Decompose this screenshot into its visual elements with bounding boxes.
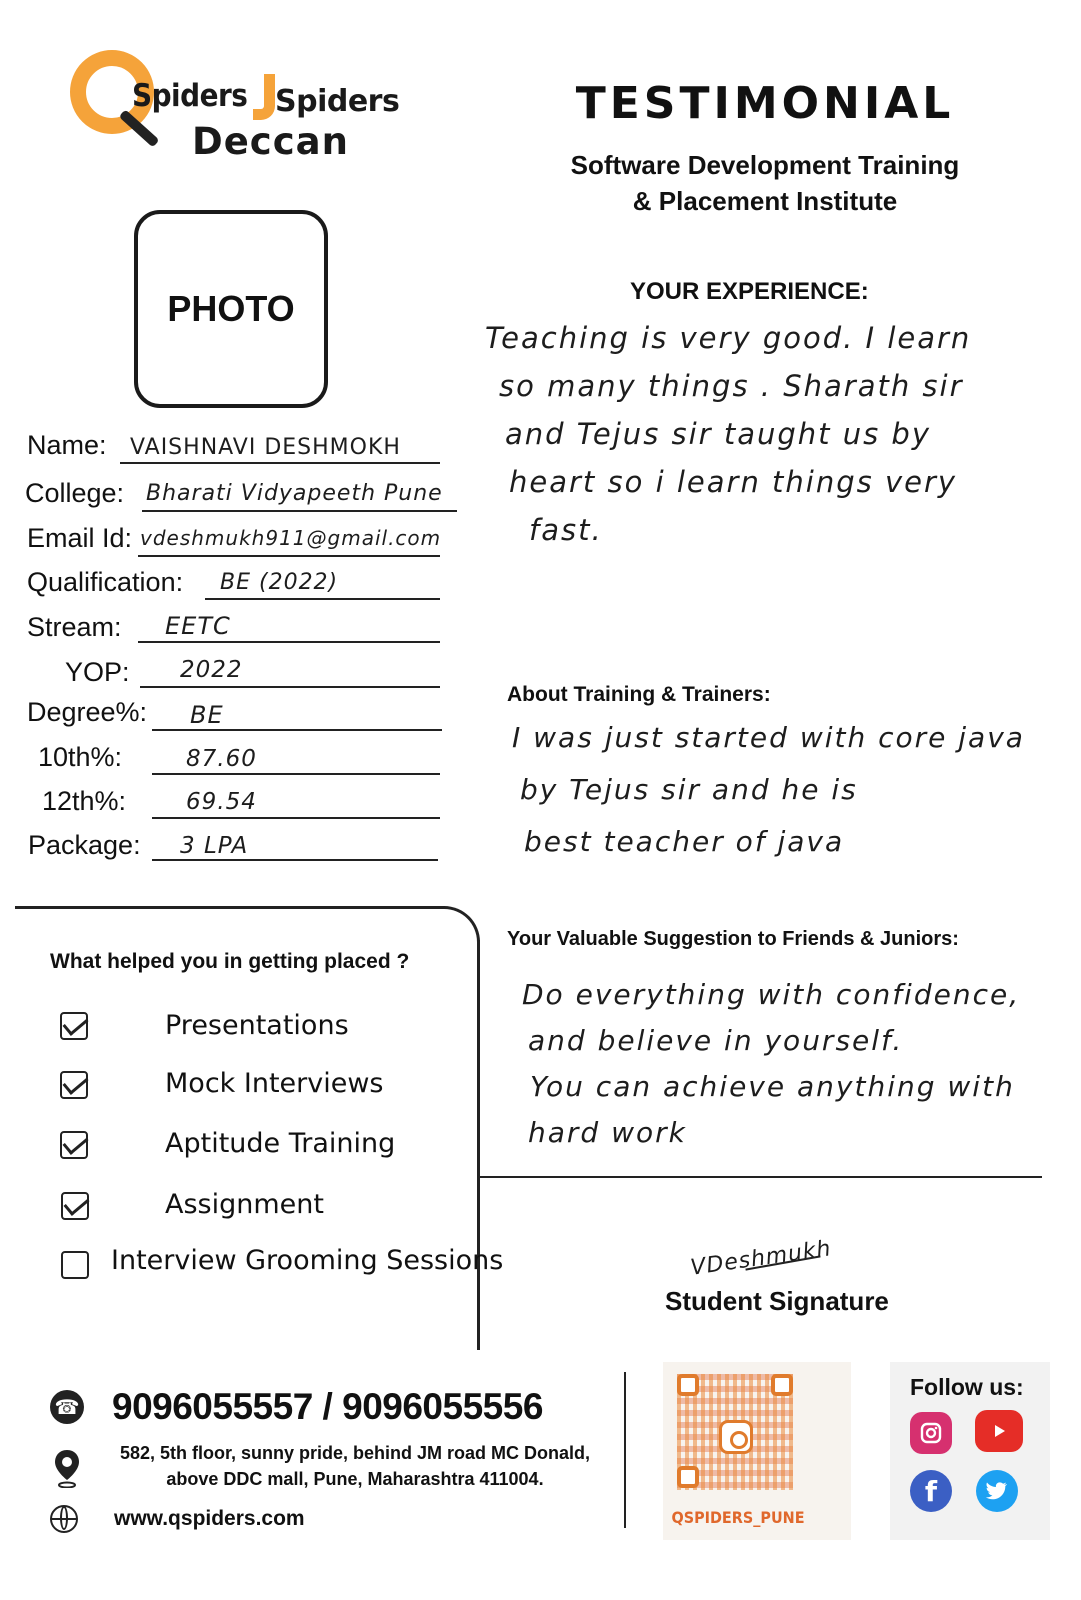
photo-placeholder xyxy=(134,210,328,408)
instagram-glyph xyxy=(919,1421,943,1445)
instagram-icon xyxy=(719,1420,753,1454)
youtube-icon[interactable] xyxy=(975,1410,1023,1452)
footer-divider xyxy=(624,1372,626,1528)
field-label-qualification: Qualification: xyxy=(27,567,184,597)
training-line: I was just started with core java xyxy=(512,721,1025,754)
globe-icon xyxy=(50,1505,78,1533)
field-label-degree: Degree%: xyxy=(27,697,148,727)
field-label-10th: 10th%: xyxy=(38,742,123,772)
field-value-qualification: BE (2022) xyxy=(220,570,339,595)
logo-branch: Deccan xyxy=(192,120,349,163)
checkbox-assignment[interactable] xyxy=(61,1192,89,1220)
check-mark xyxy=(63,1130,89,1155)
check-mark xyxy=(63,1070,89,1095)
follow-us-panel xyxy=(890,1362,1050,1540)
field-label-name: Name: xyxy=(27,430,107,460)
check-label-aptitude-training: Aptitude Training xyxy=(165,1128,396,1159)
field-value-name: VAISHNAVI DESHMOKH xyxy=(130,435,401,460)
training-line: best teacher of java xyxy=(524,825,845,858)
experience-line: so many things . Sharath sir xyxy=(499,369,964,403)
page-title: TESTIMONIAL xyxy=(575,78,955,129)
qr-finder xyxy=(677,1374,699,1396)
experience-line: heart so i learn things very xyxy=(509,465,958,499)
facebook-icon[interactable]: f xyxy=(910,1470,952,1512)
check-mark xyxy=(64,1191,90,1216)
field-line-package xyxy=(152,859,438,861)
training-line: by Tejus sir and he is xyxy=(520,773,858,806)
experience-line: fast. xyxy=(529,513,603,547)
field-label-12th: 12th%: xyxy=(42,786,127,816)
field-value-email: vdeshmukh911@gmail.com xyxy=(140,526,442,550)
field-value-degree: BE xyxy=(190,701,224,729)
twitter-bird-glyph xyxy=(985,1481,1009,1501)
qr-finder xyxy=(677,1466,699,1488)
follow-us-title: Follow us: xyxy=(910,1374,1024,1400)
training-text xyxy=(512,712,1025,868)
suggestion-text xyxy=(522,972,1020,1156)
qr-finder xyxy=(771,1374,793,1396)
field-line-12th xyxy=(152,817,440,819)
suggestion-heading: Your Valuable Suggestion to Friends & Juniors: xyxy=(507,928,959,950)
address-line-1: 582, 5th floor, sunny pride, behind JM road MC Donald, xyxy=(119,1443,591,1463)
check-mark xyxy=(63,1011,89,1036)
suggestion-line: Do everything with confidence, xyxy=(522,978,1021,1011)
suggestion-line: hard work xyxy=(528,1116,687,1149)
address xyxy=(100,1440,610,1492)
field-label-stream: Stream: xyxy=(27,612,122,642)
qspiders-jspiders-logo xyxy=(70,50,400,170)
photo-label: PHOTO xyxy=(167,288,295,329)
logo-brand-qspiders: Spiders xyxy=(132,78,248,114)
phone-numbers[interactable]: 9096055557 / 9096055556 xyxy=(112,1386,543,1427)
location-pin-icon xyxy=(53,1448,81,1488)
check-label-presentations: Presentations xyxy=(165,1010,349,1041)
field-line-email xyxy=(138,555,440,557)
field-line-name xyxy=(120,462,440,464)
field-label-package: Package: xyxy=(28,830,141,860)
checkbox-aptitude-training[interactable] xyxy=(60,1131,88,1159)
divider-corner xyxy=(440,906,480,946)
field-line-yop xyxy=(140,686,440,688)
field-label-email: Email Id: xyxy=(27,523,133,553)
field-value-stream: EETC xyxy=(165,612,231,640)
field-label-yop: YOP: xyxy=(65,657,130,687)
subtitle-line-2: & Placement Institute xyxy=(632,186,898,216)
experience-text xyxy=(485,314,971,554)
field-label-college: College: xyxy=(25,478,125,508)
j-logo-mark xyxy=(253,74,275,120)
field-line-10th xyxy=(152,773,440,775)
subtitle-line-1: Software Development Training xyxy=(570,150,960,180)
field-line-stream xyxy=(138,641,440,643)
field-value-12th: 69.54 xyxy=(186,789,257,815)
website-row xyxy=(50,1505,305,1533)
right-section-divider xyxy=(480,1176,1042,1178)
field-value-college: Bharati Vidyapeeth Pune xyxy=(146,481,443,506)
phone-icon: ☎ xyxy=(50,1390,84,1424)
youtube-play-glyph xyxy=(989,1421,1009,1441)
training-heading: About Training & Trainers: xyxy=(507,683,771,706)
signature-mark: VDeshmukh xyxy=(688,1236,834,1281)
experience-heading: YOUR EXPERIENCE: xyxy=(630,278,869,305)
field-line-qualification xyxy=(205,598,440,600)
checkbox-mock-interviews[interactable] xyxy=(60,1071,88,1099)
qr-caption: QSPIDERS_PUNE xyxy=(671,1508,805,1527)
field-line-degree xyxy=(152,729,442,731)
logo-brand-jspiders: Spiders xyxy=(275,84,400,119)
left-section-divider xyxy=(15,906,445,909)
checkbox-interview-grooming[interactable] xyxy=(61,1251,89,1279)
signature-label: Student Signature xyxy=(665,1286,889,1316)
field-value-yop: 2022 xyxy=(180,657,243,683)
experience-line: Teaching is very good. I learn xyxy=(485,321,972,355)
check-label-assignment: Assignment xyxy=(165,1189,324,1220)
instagram-qr-code[interactable] xyxy=(663,1362,851,1540)
instagram-icon[interactable] xyxy=(910,1412,952,1454)
suggestion-line: You can achieve anything with xyxy=(530,1070,1015,1103)
website-link[interactable]: www.qspiders.com xyxy=(114,1507,305,1530)
field-value-10th: 87.60 xyxy=(186,746,257,772)
helped-heading: What helped you in getting placed ? xyxy=(50,950,410,973)
field-line-college xyxy=(142,510,457,512)
address-line-2: above DDC mall, Pune, Maharashtra 411004. xyxy=(166,1469,544,1489)
twitter-icon[interactable] xyxy=(976,1470,1018,1512)
checkbox-presentations[interactable] xyxy=(60,1012,88,1040)
phone-row xyxy=(50,1382,543,1432)
center-vertical-divider xyxy=(477,940,480,1350)
suggestion-line: and believe in yourself. xyxy=(528,1024,904,1057)
experience-line: and Tejus sir taught us by xyxy=(505,417,931,451)
institute-subtitle xyxy=(540,147,990,219)
check-label-interview-grooming: Interview Grooming Sessions xyxy=(111,1245,504,1276)
check-label-mock-interviews: Mock Interviews xyxy=(165,1068,384,1099)
field-value-package: 3 LPA xyxy=(180,833,249,859)
